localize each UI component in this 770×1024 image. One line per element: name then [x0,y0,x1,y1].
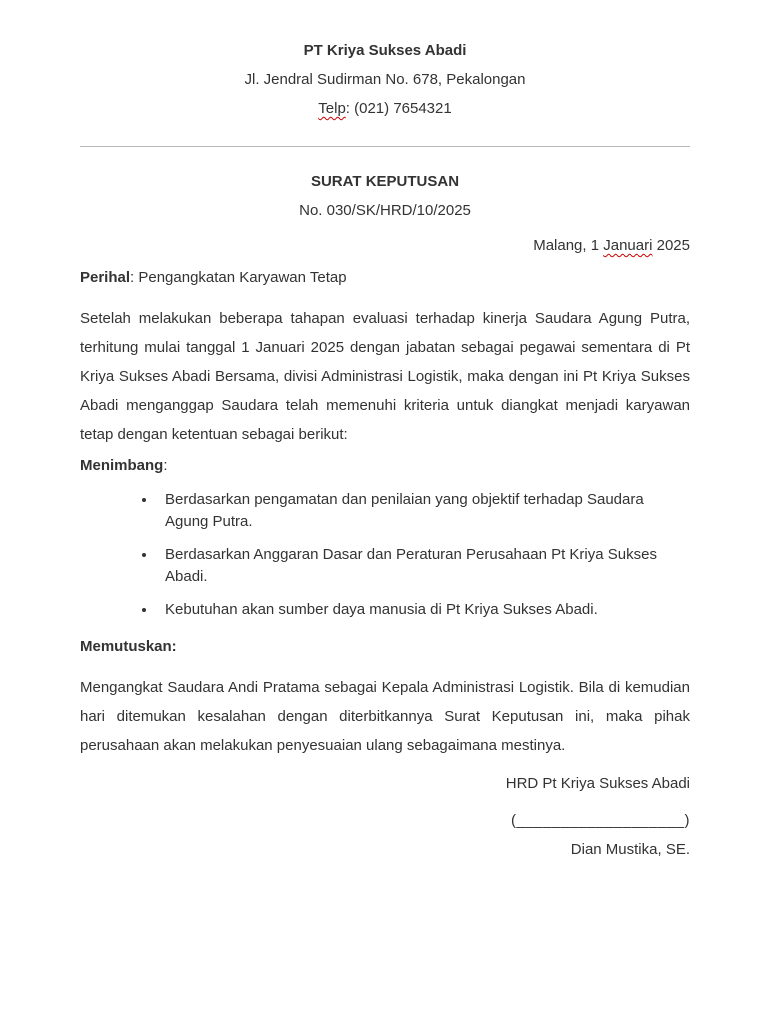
dateline [80,231,690,260]
consideration-item: • Kebutuhan akan sumber daya manusia di Pt Kriya Sukses Abadi. [157,599,690,621]
signature-line: (___________________) [511,812,690,829]
document-title-block [80,167,690,225]
deciding-heading: Memutuskan: [80,638,177,655]
dateline-city-day: Malang, 1 [533,237,604,254]
subject-line [80,263,690,292]
opening-paragraph: Setelah melakukan beberapa tahapan evaluasi terhadap kinerja Saudara Agung Putra, terhitung mulai tanggal 1 Januari 2025 dengan jabatan sebagai pegawai sementara di Pt Kriya Sukses Abadi Bersama, divisi Administrasi Logistik, maka dengan ini Pt Kriya Sukses Abadi menganggap Saudara telah memenuhi kriteria untuk diangkat menjadi karyawan tetap dengan ketentuan sebagai berikut: [80,310,690,443]
letterhead-divider [80,146,690,147]
signature-block [80,769,690,864]
considering-heading-label: Menimbang [80,457,164,474]
consideration-item: • Berdasarkan pengamatan dan penilaian yang objektif terhadap Saudara Agung Putra. [157,489,690,533]
consideration-item: • Berdasarkan Anggaran Dasar dan Peraturan Perusahaan Pt Kriya Sukses Abadi. [157,544,690,588]
considering-heading [80,451,690,480]
signatory-name: Dian Mustika, SE. [570,841,690,858]
phone-number: : (021) 7654321 [345,100,452,117]
subject-label: Perihal [80,269,131,286]
dateline-year: 2025 [652,237,690,254]
dateline-month: Januari [603,237,653,254]
company-address: Jl. Jendral Sudirman No. 678, Pekalongan [244,71,526,88]
company-phone [80,94,690,123]
considering-heading-colon: : [163,457,168,474]
document-number: No. 030/SK/HRD/10/2025 [299,202,471,219]
document-title: SURAT KEPUTUSAN [310,173,460,190]
subject-text: : Pengangkatan Karyawan Tetap [130,269,347,286]
considerations-list [80,489,690,621]
phone-label: Telp [318,100,346,117]
letterhead [80,36,690,123]
signature-department: HRD Pt Kriya Sukses Abadi [505,775,690,792]
company-name: PT Kriya Sukses Abadi [303,42,467,59]
deciding-paragraph: Mengangkat Saudara Andi Pratama sebagai Kepala Administrasi Logistik. Bila di kemudian hari ditemukan kesalahan dengan diterbitkannya Surat Keputusan ini, maka pihak perusahaan akan melakukan penyesuaian ulang sebagaimana mestinya. [80,679,690,754]
